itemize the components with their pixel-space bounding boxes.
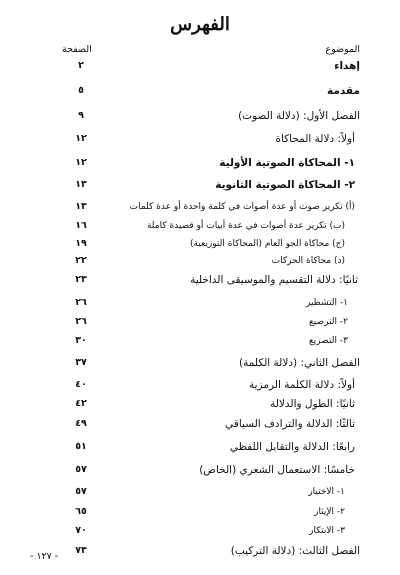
- toc-entry-page: ٢: [78, 60, 84, 71]
- toc-entry-page: ٥٧: [75, 464, 87, 475]
- toc-entry-page: ٢٦: [75, 316, 87, 327]
- toc-entry-title: إهداء: [334, 60, 360, 72]
- toc-entry-page: ٥٧: [75, 486, 87, 497]
- toc-entry-title: خامسًا: الاستعمال الشعري (الخاص): [199, 464, 355, 476]
- toc-entry-page: ٣٠: [75, 335, 87, 346]
- toc-entry-title: ثالثًا: الدلالة والترادف السياقي: [225, 418, 355, 430]
- toc-entry-page: ١٩: [75, 238, 87, 249]
- toc-entry-page: ٤٠: [75, 379, 87, 390]
- toc-entry-title: ٣- الابتكار: [309, 526, 345, 536]
- toc-entry-title: ٣- التصريع: [309, 336, 348, 346]
- toc-entry-title: (ب) تكرير عدة أصوات في عدة أبيات أو قصيدة كاملة: [146, 221, 345, 231]
- toc-entry-title: ثانيًا: دلالة التقسيم والموسيقى الداخلية: [190, 274, 358, 286]
- toc-entry: [0, 523, 400, 539]
- toc-entry-title: رابعًا: الدلالة والتقابل اللفظي: [229, 441, 355, 453]
- toc-entry-page: ٩: [78, 110, 84, 121]
- toc-entry: [0, 131, 400, 147]
- page-title: الفهرس: [170, 14, 230, 35]
- toc-entry-title: (د) محاكاة الحركات: [271, 256, 345, 266]
- toc-entry: [0, 484, 400, 500]
- toc-entry-page: ٤٢: [75, 398, 87, 409]
- toc-entry-page: ٢٦: [75, 297, 87, 308]
- toc-entry-title: أولاً: دلالة المحاكاة: [275, 133, 355, 145]
- toc-entry-title: ثانيًا: الطول والدلالة: [270, 398, 355, 410]
- toc-entry-page: ١٢: [75, 157, 87, 168]
- toc-entry: [0, 236, 400, 252]
- page-column-header: الصفحة: [62, 44, 92, 55]
- toc-entry: [0, 218, 400, 234]
- toc-entry-page: ٥١: [75, 441, 87, 452]
- toc-entry-page: ١٣: [75, 201, 87, 212]
- toc-entry-page: ٧٣: [75, 545, 87, 556]
- toc-entry: [0, 177, 400, 193]
- toc-entry: [0, 314, 400, 330]
- toc-entry: [0, 295, 400, 311]
- toc-entry-title: الفصل الثاني: (دلالة الكلمة): [239, 357, 360, 369]
- toc-entry-page: ١٢: [75, 133, 87, 144]
- page-number: - ١٢٧ -: [30, 551, 59, 562]
- toc-entry-title: مقدمة: [327, 85, 360, 97]
- toc-entry-dedication: [0, 58, 400, 74]
- toc-entry-title: ١- الاختيار: [308, 487, 345, 497]
- toc-entry: [0, 396, 400, 412]
- toc-entry-title: (أ) تكرير صوت أو عدة أصوات في كلمة واحدة أو عدة كلمات: [129, 202, 355, 212]
- toc-entry: [0, 253, 400, 269]
- toc-entry: [0, 155, 400, 171]
- toc-entry-page: ٧٠: [75, 525, 87, 536]
- toc-entry-title: ٢- الإيثار: [314, 507, 345, 517]
- toc-entry-title: الفصل الأول: (دلالة الصوت): [238, 110, 360, 122]
- toc-entry-title: ٢- المحاكاة الصوتية الثانوية: [215, 179, 355, 191]
- toc-entry-page: ٦٥: [75, 506, 87, 517]
- toc-entry-page: ١٦: [75, 220, 87, 231]
- toc-entry-chapter-3: [0, 543, 400, 559]
- toc-entry-title: ١- التشطير: [305, 298, 348, 308]
- toc-entry-page: ٣٧: [75, 357, 87, 368]
- toc-entry-page: ٤٩: [75, 418, 87, 429]
- toc-entry: [0, 504, 400, 520]
- toc-entry: [0, 199, 400, 215]
- toc-entry: [0, 416, 400, 432]
- toc-entry-title: ١- المحاكاة الصوتية الأولية: [219, 157, 355, 169]
- toc-entry-title: الفصل الثالث: (دلالة التركيب): [230, 545, 360, 557]
- toc-entry-page: ٥: [78, 85, 84, 96]
- toc-entry: [0, 462, 400, 478]
- topic-column-header: الموضوع: [325, 44, 360, 55]
- toc-entry: [0, 377, 400, 393]
- toc-entry-title: ٢- الترصيع: [308, 317, 348, 327]
- toc-entry-chapter-2: [0, 355, 400, 371]
- toc-entry-page: ١٣: [75, 179, 87, 190]
- toc-entry: [0, 439, 400, 455]
- toc-entry-title: (ج) محاكاة الجو العام (المحاكاة التوزيعية): [190, 239, 345, 249]
- toc-entry-page: ٢٢: [75, 255, 87, 266]
- toc-entry-page: ٢٣: [75, 274, 87, 285]
- toc-entry-chapter-1: [0, 108, 400, 124]
- toc-entry-introduction: [0, 83, 400, 99]
- toc-entry: [0, 272, 400, 288]
- toc-entry: [0, 333, 400, 349]
- toc-entry-title: أولاً: دلالة الكلمة الرمزية: [249, 379, 355, 391]
